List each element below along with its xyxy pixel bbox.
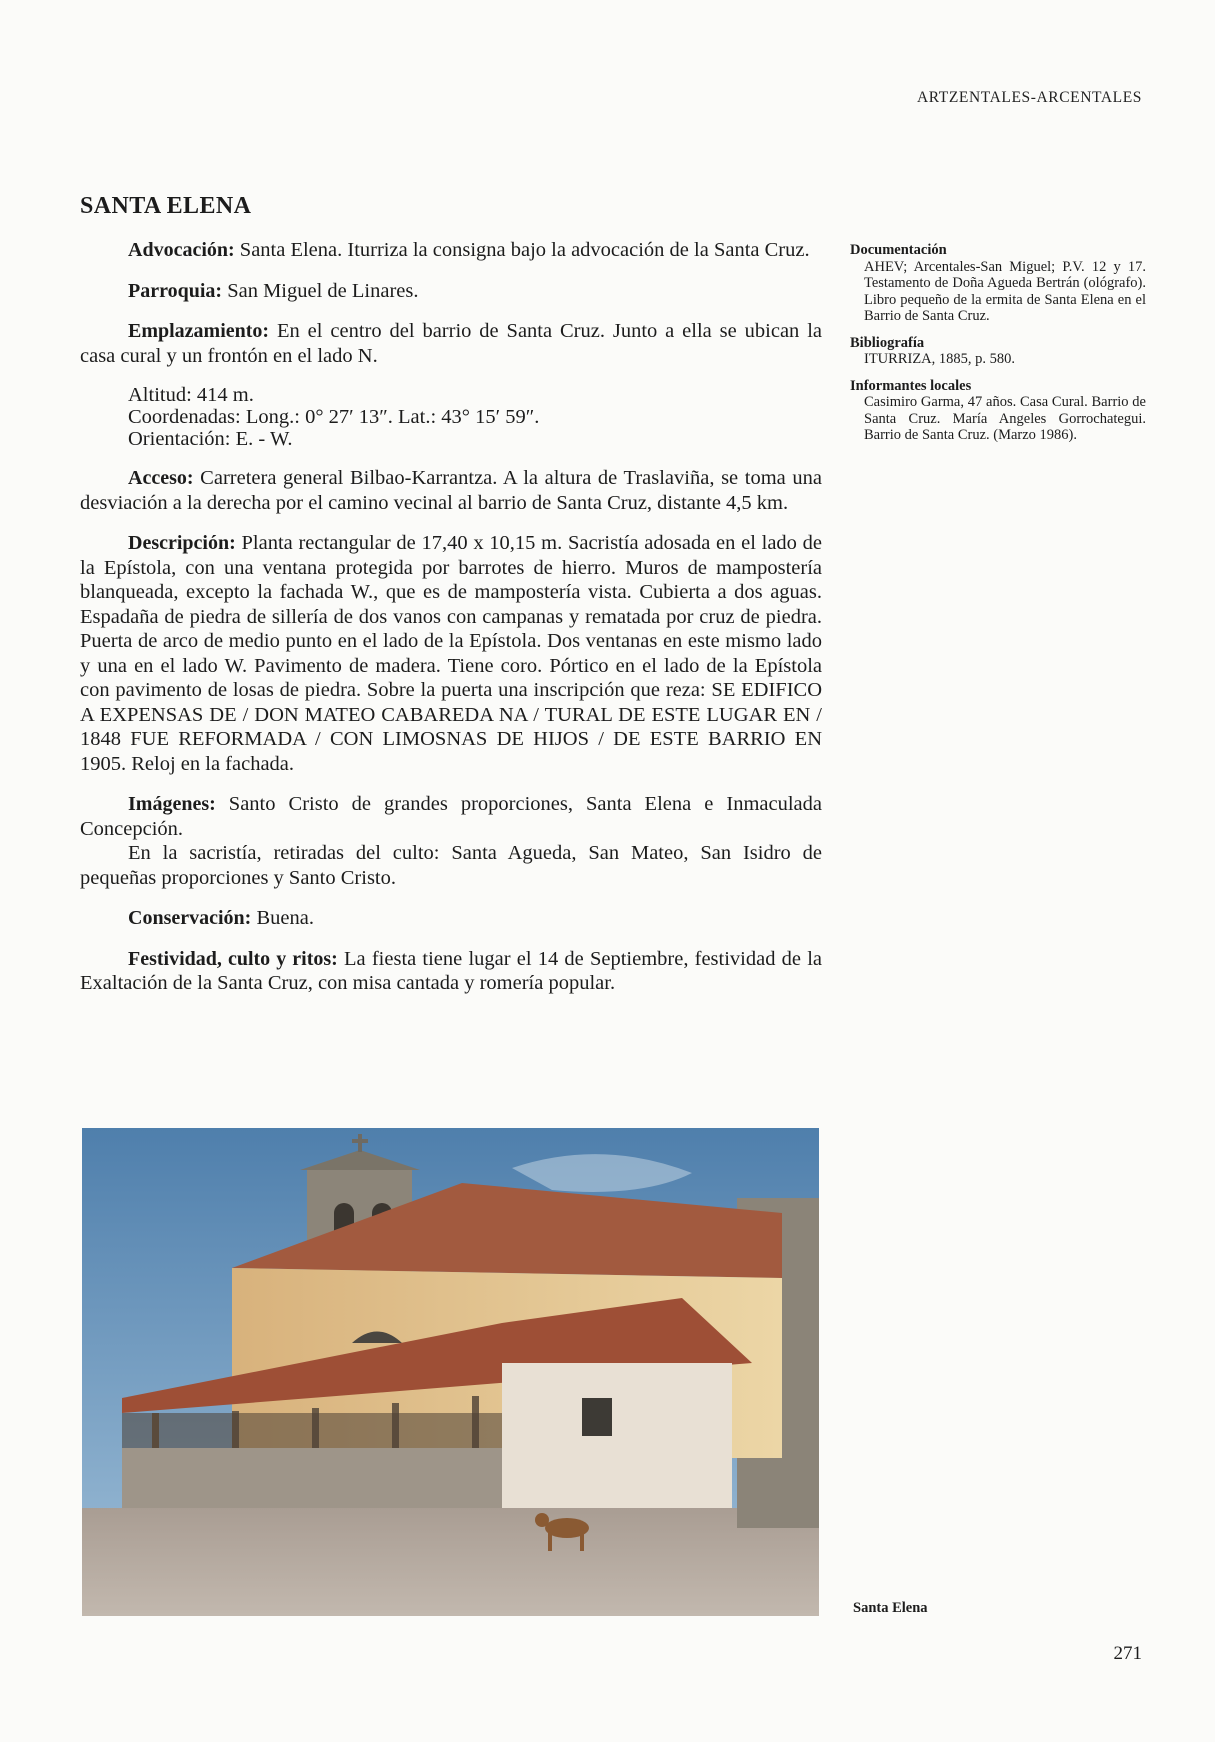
descripcion-paragraph bbox=[80, 531, 822, 776]
church-photo bbox=[82, 1128, 819, 1616]
emplazamiento-text: En el centro del barrio de Santa Cruz. Junto a ella se ubican la casa cural y un frontón en el lado N. bbox=[80, 320, 822, 367]
main-column bbox=[80, 238, 822, 1012]
descripcion-text: Planta rectangular de 17,40 x 10,15 m. Sacristía adosada en el lado de la Epístola, con una ventana protegida por barrotes de hierro. Muros de mampostería blanqueada, excepto la fachada W., que es de mampostería vista. Cubierta a dos aguas. Espadaña de piedra de sillería de dos vanos con campanas y rematada por cruz de piedra. Puerta de arco de medio punto en el lado de la Epístola. Dos ventanas en este mismo lado y una en el lado W. Pavimento de madera. Tiene coro. Pórtico en el lado de la Epístola con pavimento de losas de piedra. Sobre la puerta una inscripción que reza: SE EDIFICO A EXPENSAS DE / DON MATEO CABAREDA NA / TURAL DE ESTE LUGAR EN / 1848 FUE REFORMADA / CON LIMOSNAS DE HIJOS / DE ESTE BARRIO EN 1905. Reloj en la fachada. bbox=[80, 532, 823, 775]
imagenes-paragraph bbox=[80, 792, 822, 841]
festividad-paragraph bbox=[80, 947, 822, 996]
advocacion-text: Santa Elena. Iturriza la consigna bajo la advocación de la Santa Cruz. bbox=[239, 239, 810, 261]
informantes-heading: Informantes locales bbox=[850, 377, 972, 394]
imagenes-label: Imágenes: bbox=[128, 793, 216, 815]
sidebar-notes bbox=[850, 242, 1146, 454]
photo-caption: Santa Elena bbox=[853, 1600, 928, 1616]
festividad-text: La fiesta tiene lugar el 14 de Septiembre, festividad de la Exaltación de la Santa Cruz, con misa cantada y romería popular. bbox=[80, 947, 822, 994]
advocacion-paragraph bbox=[80, 238, 822, 263]
section-title: SANTA ELENA bbox=[80, 193, 252, 219]
bibliografia-heading: Bibliografía bbox=[850, 334, 925, 351]
acceso-label: Acceso: bbox=[128, 467, 194, 489]
acceso-paragraph bbox=[80, 466, 822, 515]
sacristy bbox=[502, 1363, 732, 1508]
location-block bbox=[128, 384, 822, 450]
ground bbox=[82, 1508, 819, 1616]
imagenes-sacristia-paragraph: En la sacristía, retiradas del culto: Santa Agueda, San Mateo, San Isidro de pequeñas proporciones y Santo Cristo. bbox=[80, 842, 822, 889]
acceso-text: Carretera general Bilbao-Karrantza. A la altura de Traslaviña, se toma una desviación a la derecha por el camino vecinal al barrio de Santa Cruz, distante 4,5 km. bbox=[80, 467, 823, 514]
documentacion-text: AHEV; Arcentales-San Miguel; P.V. 12 y 17. Testamento de Doña Agueda Bertrán (ológrafo). Libro pequeño de la ermita de Santa Elena en el Barrio de Santa Cruz. bbox=[864, 258, 1146, 324]
running-header: ARTZENTALES-ARCENTALES bbox=[916, 89, 1142, 106]
parroquia-label: Parroquia: bbox=[128, 279, 223, 302]
altitud: Altitud: 414 m. bbox=[128, 384, 254, 406]
page-number: 271 bbox=[1113, 1643, 1142, 1664]
imagenes-text: Santo Cristo de grandes proporciones, Santa Elena e Inmaculada Concepción. bbox=[80, 793, 822, 840]
documentacion-heading: Documentación bbox=[850, 242, 947, 258]
parroquia-text: San Miguel de Linares. bbox=[227, 279, 419, 302]
coordenadas: Coordenadas: Long.: 0° 27′ 13″. Lat.: 43° 15′ 59″. bbox=[128, 406, 540, 428]
informantes-text: Casimiro Garma, 47 años. Casa Cural. Barrio de Santa Cruz. María Angeles Gorrochategui. Barrio de Santa Cruz. (Marzo 1986). bbox=[864, 394, 1146, 443]
advocacion-label: Advocación: bbox=[128, 239, 235, 261]
descripcion-label: Descripción: bbox=[128, 532, 236, 554]
emplazamiento-label: Emplazamiento: bbox=[128, 320, 270, 342]
emplazamiento-paragraph bbox=[80, 319, 822, 368]
orientacion: Orientación: E. - W. bbox=[128, 428, 293, 450]
bibliografia-text: ITURRIZA, 1885, p. 580. bbox=[864, 351, 1016, 367]
festividad-label: Festividad, culto y ritos: bbox=[128, 947, 338, 970]
conservacion-label: Conservación: bbox=[128, 907, 252, 929]
front-wall bbox=[122, 1448, 542, 1508]
parroquia-paragraph bbox=[80, 279, 822, 304]
sacristy-window bbox=[582, 1398, 612, 1436]
conservacion-paragraph bbox=[80, 906, 822, 931]
conservacion-text: Buena. bbox=[256, 907, 314, 929]
church-illustration bbox=[82, 1128, 819, 1616]
